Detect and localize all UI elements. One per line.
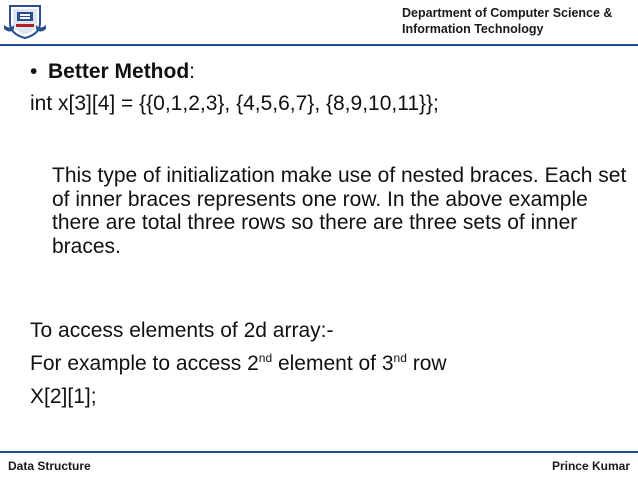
code-line: int x[3][4] = {{0,1,2,3}, {4,5,6,7}, {8,9,10,11}}; <box>30 92 439 115</box>
university-crest-icon <box>2 3 48 39</box>
department-line-2: Information Technology <box>402 22 544 36</box>
bullet-dot-icon: • <box>30 60 38 83</box>
index-line: X[2][1]; <box>30 385 97 408</box>
example-line <box>30 352 447 376</box>
bullet-colon: : <box>189 60 196 83</box>
department-line-1: Department of Computer Science & <box>402 6 613 20</box>
example-superscript-1: nd <box>258 351 273 365</box>
header-rule <box>0 44 638 46</box>
example-text-3: row <box>406 352 447 375</box>
footer-course: Data Structure <box>8 459 91 473</box>
department-title <box>402 5 632 37</box>
example-superscript-2: nd <box>393 351 407 365</box>
example-text-1: For example to access 2 <box>30 352 259 375</box>
bullet-better-method <box>30 60 195 84</box>
access-heading: To access elements of 2d array:- <box>30 319 334 342</box>
example-text-2: element of 3 <box>272 352 394 375</box>
footer-rule <box>0 451 638 453</box>
explanation-paragraph: This type of initialization make use of nested braces. Each set of inner braces represents one row. In the above example there are total three rows so there are three sets of inner braces. <box>52 164 627 258</box>
bullet-heading: Better Method <box>48 60 190 83</box>
footer-author: Prince Kumar <box>551 459 630 473</box>
